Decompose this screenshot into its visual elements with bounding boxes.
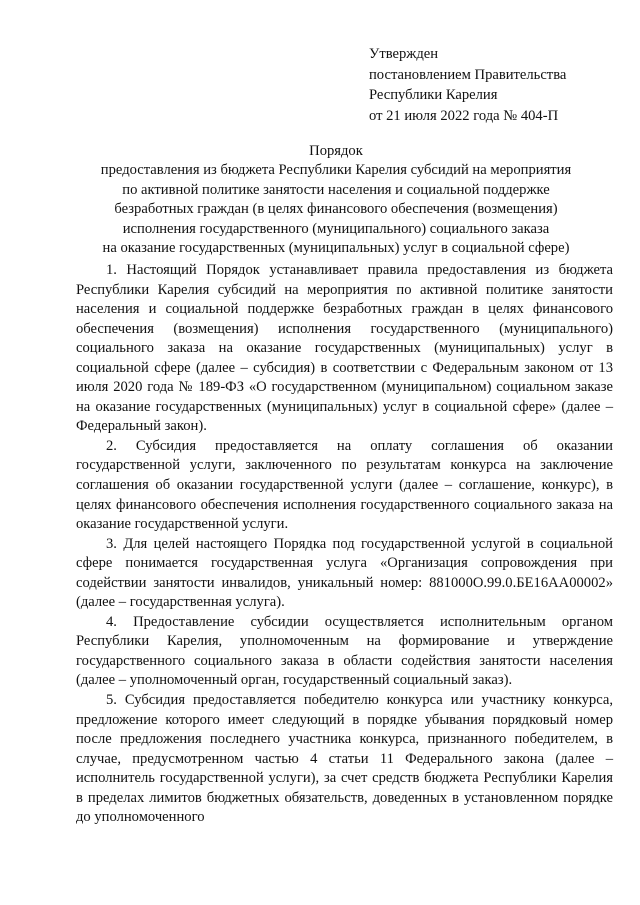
approval-line-date-number: от 21 июля 2022 года № 404-П xyxy=(369,107,559,124)
document-body xyxy=(76,261,613,828)
approval-line-approved: Утвержден xyxy=(369,46,439,62)
title-line: исполнения государственного (муниципального) социального заказа xyxy=(122,220,550,237)
title-line: предоставления из бюджета Республики Карелия субсидий на мероприятия xyxy=(100,162,572,179)
approval-stamp xyxy=(369,44,619,126)
paragraph-2: 2. Субсидия предоставляется на оплату соглашения об оказании государственной услуги, заключенного по результатам конкурса на заключение соглашения об оказании государственной услуги (далее – соглашение, конкурс), в целях финансового обеспечения исполнения государственного социального заказа на оказание государственной услуги. xyxy=(76,437,613,533)
title-line: на оказание государственных (муниципальных) услуг в социальной сфере) xyxy=(102,240,570,257)
document-title xyxy=(60,142,612,258)
title-heading: Порядок xyxy=(309,143,363,159)
title-line: по активной политике занятости населения и социальной поддержке xyxy=(122,181,550,198)
approval-line-resolution: постановлением Правительства xyxy=(369,66,567,83)
approval-line-region: Республики Карелия xyxy=(369,87,498,103)
paragraph-4: 4. Предоставление субсидии осуществляется исполнительным органом Республики Карелия, уполномоченным на формирование и утверждение государственного социального заказа в области содействия занятости населения (далее – уполномоченный орган, государственный социальный заказ). xyxy=(76,613,613,689)
title-line: безработных граждан (в целях финансового обеспечения (возмещения) xyxy=(114,201,558,218)
paragraph-1: 1. Настоящий Порядок устанавливает правила предоставления из бюджета Республики Карелия субсидий на мероприятия по активной политике занятости населения и социальной поддержке безработных граждан в целях финансового обеспечения (возмещения) исполнения государственного (муниципального) социального заказа на оказание государственных (муниципальных) услуг в социальной сфере (далее – субсидия) в соответствии с Федеральным законом от 13 июля 2020 года № 189-ФЗ «О государственном (муниципальном) социальном заказе на оказание государственных (муниципальных) услуг в социальной сфере» (далее – Федеральный закон). xyxy=(76,262,613,435)
paragraph-5: 5. Субсидия предоставляется победителю конкурса или участнику конкурса, предложение которого имеет следующий в порядке убывания порядковый номер после предложения последнего участника конкурса, признанного победителем, в случае, предусмотренном частью 4 статьи 11 Федерального закона (далее – исполнитель государственной услуги), за счет средств бюджета Республики Карелия в пределах лимитов бюджетных обязательств, доведенных в установленном порядке до уполномоченного xyxy=(76,692,613,826)
paragraph-3: 3. Для целей настоящего Порядка под государственной услугой в социальной сфере понимается государственная услуга «Организация сопровождения при содействии занятости инвалидов, уникальный номер: 881000О.99.0.БЕ16АА00002» (далее – государственная услуга). xyxy=(76,535,613,611)
